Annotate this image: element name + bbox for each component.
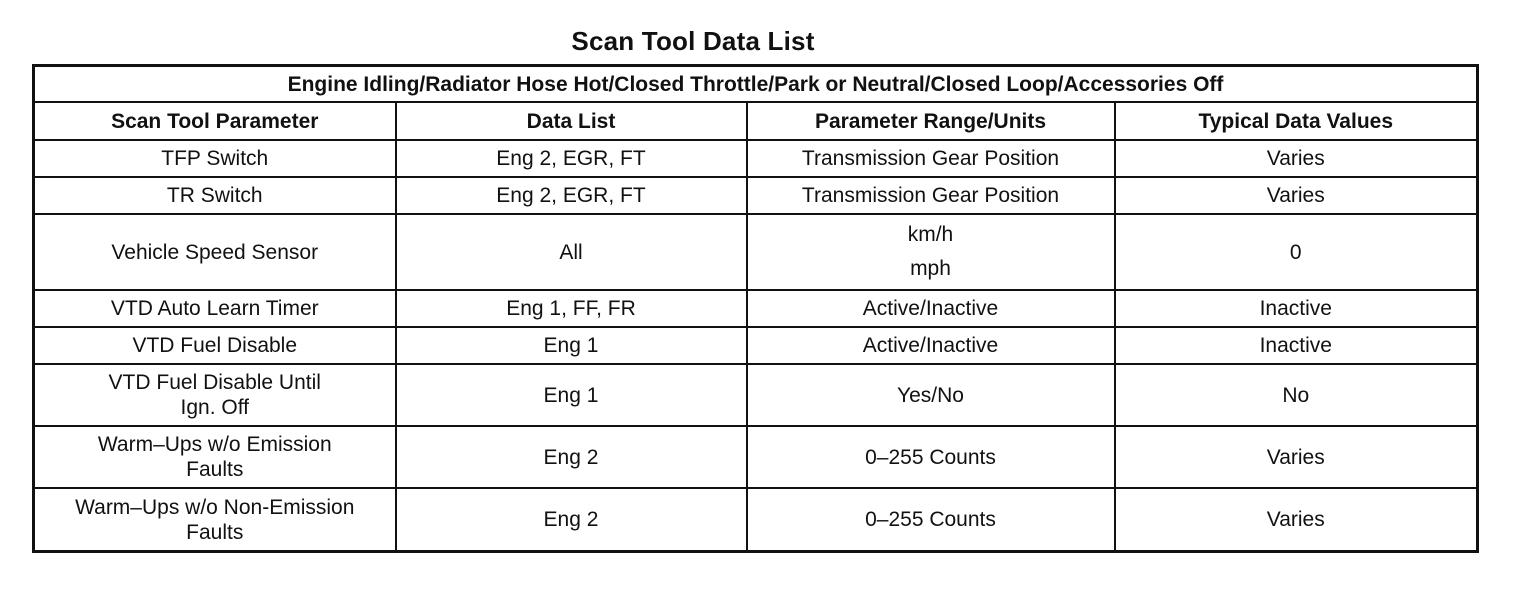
range-cell: 0–255 Counts: [747, 488, 1115, 552]
data-list-cell: Eng 2: [396, 426, 747, 488]
range-line: km/h: [907, 223, 954, 246]
parameter-cell: TFP Switch: [34, 140, 396, 177]
parameter-cell: [34, 426, 396, 488]
column-header-parameter: Scan Tool Parameter: [34, 102, 396, 140]
parameter-cell: TR Switch: [34, 177, 396, 214]
range-cell: Transmission Gear Position: [747, 177, 1115, 214]
condition-row: [34, 66, 1478, 103]
typical-cell: No: [1115, 364, 1478, 426]
range-cell: [747, 214, 1115, 290]
data-list-cell: All: [396, 214, 747, 290]
table-row: [34, 488, 1478, 552]
condition-cell: Engine Idling/Radiator Hose Hot/Closed Throttle/Park or Neutral/Closed Loop/Accessories Off: [34, 66, 1478, 103]
data-list-cell: Eng 1, FF, FR: [396, 290, 747, 327]
range-cell: Active/Inactive: [747, 290, 1115, 327]
typical-cell: Varies: [1115, 488, 1478, 552]
typical-cell: Varies: [1115, 177, 1478, 214]
data-list-cell: Eng 2, EGR, FT: [396, 177, 747, 214]
parameter-line: Faults: [186, 520, 244, 544]
data-list-cell: Eng 2, EGR, FT: [396, 140, 747, 177]
typical-cell: Varies: [1115, 426, 1478, 488]
table-row: [34, 177, 1478, 214]
table-row: [34, 327, 1478, 364]
range-cell: Active/Inactive: [747, 327, 1115, 364]
table-row: [34, 426, 1478, 488]
parameter-cell: VTD Auto Learn Timer: [34, 290, 396, 327]
column-header-typical: Typical Data Values: [1115, 102, 1478, 140]
range-cell: Yes/No: [747, 364, 1115, 426]
data-list-cell: Eng 1: [396, 364, 747, 426]
table-row: [34, 214, 1478, 290]
page-title: Scan Tool Data List: [571, 26, 815, 56]
data-list-cell: Eng 1: [396, 327, 747, 364]
data-list-cell: Eng 2: [396, 488, 747, 552]
parameter-line: Warm–Ups w/o Non-Emission: [75, 495, 355, 519]
table-row: [34, 364, 1478, 426]
column-header-data-list: Data List: [396, 102, 747, 140]
typical-cell: 0: [1115, 214, 1478, 290]
header-row: [34, 102, 1478, 140]
parameter-line: Warm–Ups w/o Emission: [97, 433, 332, 456]
range-line: mph: [910, 257, 951, 280]
scan-tool-data-table: [32, 64, 1479, 553]
parameter-line: Ign. Off: [180, 396, 249, 419]
parameter-cell: Vehicle Speed Sensor: [34, 214, 396, 290]
table-row: [34, 290, 1478, 327]
parameter-cell: [34, 364, 396, 426]
range-cell: Transmission Gear Position: [747, 140, 1115, 177]
parameter-line: VTD Fuel Disable Until: [108, 371, 321, 394]
parameter-cell: [34, 488, 396, 552]
parameter-cell: VTD Fuel Disable: [34, 327, 396, 364]
typical-cell: Inactive: [1115, 290, 1478, 327]
parameter-line: Faults: [186, 458, 244, 481]
column-header-range: Parameter Range/Units: [747, 102, 1115, 140]
table-row: [34, 140, 1478, 177]
range-cell: 0–255 Counts: [747, 426, 1115, 488]
typical-cell: Inactive: [1115, 327, 1478, 364]
typical-cell: Varies: [1115, 140, 1478, 177]
